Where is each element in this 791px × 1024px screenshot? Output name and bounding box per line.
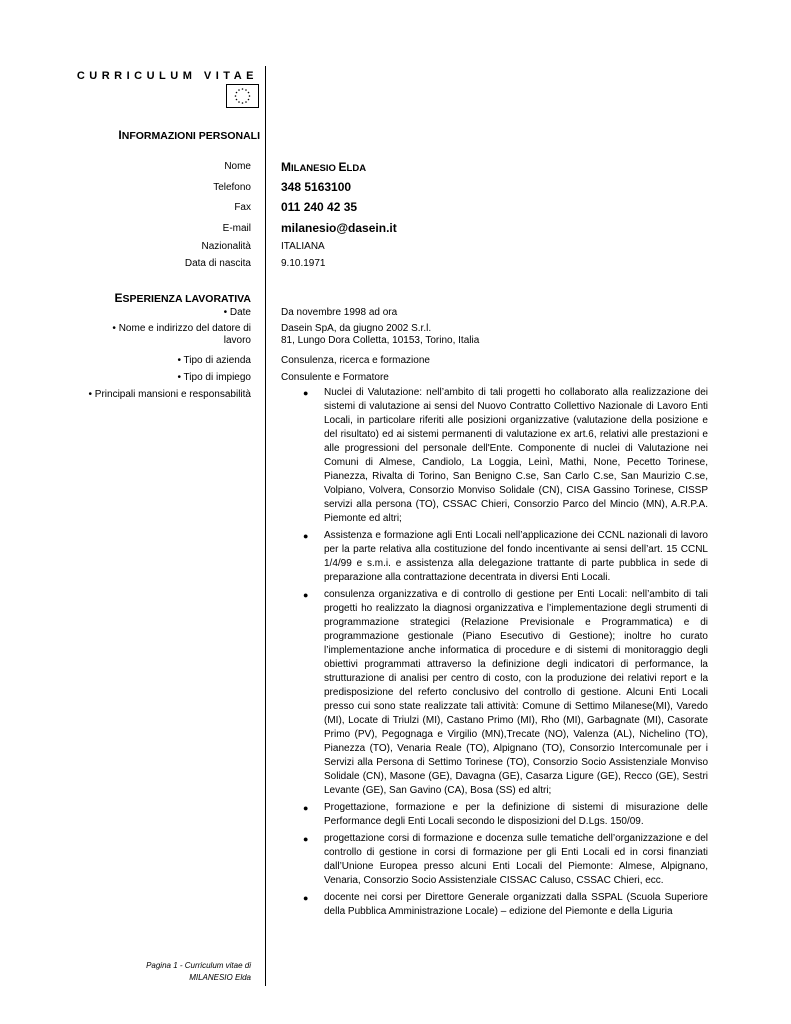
fax-label: Fax xyxy=(234,202,251,213)
bullet-icon: ● xyxy=(303,893,309,903)
duty-item: ● consulenza organizzativa e di controllo di gestione per Enti Locali: nell’ambito di tali progetti ho realizzato la diagnosi organizzativa e l’implementazione degli strumenti di programmazione strategici (Relazione Previsionale e Programmatica) e di programmazione gestionale (Piano Esecutivo di Gestione); inoltre ho curato l’implementazione anche informatica di procedure e di sistemi di monitoraggio degli obiettivi programmati attraverso la definizione degli indicatori di performance, la strutturazione di analisi per centro di costo, con la produzione dei relativi report e la predisposizione del referto conclusivo del controllo di gestione. Alcuni Enti Locali presso cui sono state realizzate tali attività: Comune di Settimo Milanese(MI), Varedo (MI), Locate di Triulzi (MI), Castano Primo (MI), Rho (MI), Garbagnate (MI), Casorate Primo (PV), Pegognaga e Virgilio (MN),Trecate (NO), Valenza (AL), Nichelino (TO), Pianezza (TO), Venaria Reale (TO), Alpignano (TO), Consorzio Intercomunale per i Servizi alla Persona di Settimo Torinese (TO), Consorzio Socio Assistenziale Monviso Solidale (CN), Masone (GE), Davagna (GE), Casarza Ligure (GE), Recco (GE), Sestri Levante (GE), San Gavino (CA), Bosa (SS) ed altri; xyxy=(303,589,708,796)
name-label: Nome xyxy=(224,161,251,172)
eu-flag-logo xyxy=(226,84,259,108)
phone-value: 348 5163100 xyxy=(281,180,352,194)
employer-label xyxy=(11,323,251,347)
duties-label: • Principali mansioni e responsabilità xyxy=(88,389,251,400)
name-value: MILANESIO ELDA xyxy=(281,160,367,174)
nationality-value: ITALIANA xyxy=(281,241,325,252)
bullet-icon: ● xyxy=(303,834,309,844)
personal-info-heading: INFORMAZIONI PERSONALI xyxy=(118,128,260,142)
cv-title: CURRICULUM VITAE xyxy=(76,70,258,82)
birth-date-label: Data di nascita xyxy=(184,258,251,269)
company-type-label: • Tipo di azienda xyxy=(177,355,251,366)
bullet-icon: ● xyxy=(303,531,309,541)
duty-item: ● docente nei corsi per Direttore Generale organizzati dalla SSPAL (Scuola Superiore della Pubblica Amministrazione Locale) – edizione del Piemonte e della Liguria xyxy=(303,892,708,917)
job-type-label: • Tipo di impiego xyxy=(177,372,251,383)
work-experience-heading: ESPERIENZA LAVORATIVA xyxy=(114,291,251,305)
date-label: • Date xyxy=(223,307,251,318)
duty-item: ● Progettazione, formazione e per la definizione di sistemi di misurazione delle Performance degli Enti Locali secondo le disposizioni del D.Lgs. 150/09. xyxy=(303,802,708,827)
duties-list xyxy=(281,386,708,919)
email-value[interactable]: milanesio@dasein.it xyxy=(281,221,397,235)
employer-line1: Dasein SpA, da giugno 2002 S.r.l. xyxy=(281,323,432,334)
phone-label: Telefono xyxy=(213,182,251,193)
duty-item: ● Assistenza e formazione agli Enti Locali nell’applicazione dei CCNL nazionali di lavoro per la parte relativa alla costituzione del fondo incentivante ai sensi dell’art. 15 CCNL 1/4/99 e s.m.i. e assistenza alla delegazione trattante di parte pubblica in sede di preparazione alla contrattazione decentrata in diversi Enti Locali. xyxy=(303,530,708,583)
birth-date-value: 9.10.1971 xyxy=(281,258,326,269)
fax-value: 011 240 42 35 xyxy=(281,200,358,214)
duty-item: ● Nuclei di Valutazione: nell’ambito di tali progetti ho collaborato alla realizzazione dei sistemi di valutazione ai sensi del Nuovo Contratto Collettivo Nazionale di Lavoro Enti Locali, in particolare riferiti alle posizioni organizzative (valutazione della posizione e del risultato) ed ai sistemi permanenti di valutazione ex art.6, relativi alle prestazioni e alle progressioni del personale dell'Ente. Componente di nuclei di Valutazione nei Comuni di Almese, Candiolo, La Loggia, Leinì, Mathi, None, Pecetto Torinese, Pianezza, Rivalta di Torino, San Benigno C.se, San Carlo C.se, San Maurizio C.se, Volpiano, Volvera, Consorzio Monviso Solidale (CN), CISA Gassino Torinese, CISSP servizi alla persona (TO), CSSAC Chieri, Consorzio Parco del Mincio (MN), A.R.P.A. Piemonte ed altri; xyxy=(303,387,708,524)
job-type-value: Consulente e Formatore xyxy=(281,372,389,383)
employer-value xyxy=(281,323,479,347)
employer-line2: 81, Lungo Dora Colletta, 10153, Torino, Italia xyxy=(281,335,480,346)
eu-stars-icon xyxy=(227,85,258,107)
duty-item: ● progettazione corsi di formazione e docenza sulle tematiche dell’organizzazione e del controllo di gestione in corsi di formazione per gli Enti Locali ed in corsi finanziati dall’Unione Europea presso alcuni Enti Locali del Piemonte: Almese, Alpignano, Venaria, Consorzio Socio Assistenziale CISSAC Caluso, CSSAC Chieri, ecc. xyxy=(303,833,708,886)
email-label: E-mail xyxy=(222,223,251,234)
date-value: Da novembre 1998 ad ora xyxy=(281,307,398,318)
company-type-value: Consulenza, ricerca e formazione xyxy=(281,355,430,366)
bullet-icon: ● xyxy=(303,590,309,600)
footer-line1: Pagina 1 - Curriculum vitae di xyxy=(146,961,251,970)
bullet-icon: ● xyxy=(303,388,309,398)
bullet-icon: ● xyxy=(303,803,309,813)
vertical-divider xyxy=(265,66,266,986)
page-footer xyxy=(51,960,251,984)
employer-label-line2: lavoro xyxy=(223,335,251,346)
footer-line2: MILANESIO Elda xyxy=(189,973,251,982)
employer-label-line1: • Nome e indirizzo del datore di xyxy=(112,323,251,334)
nationality-label: Nazionalità xyxy=(201,241,251,252)
